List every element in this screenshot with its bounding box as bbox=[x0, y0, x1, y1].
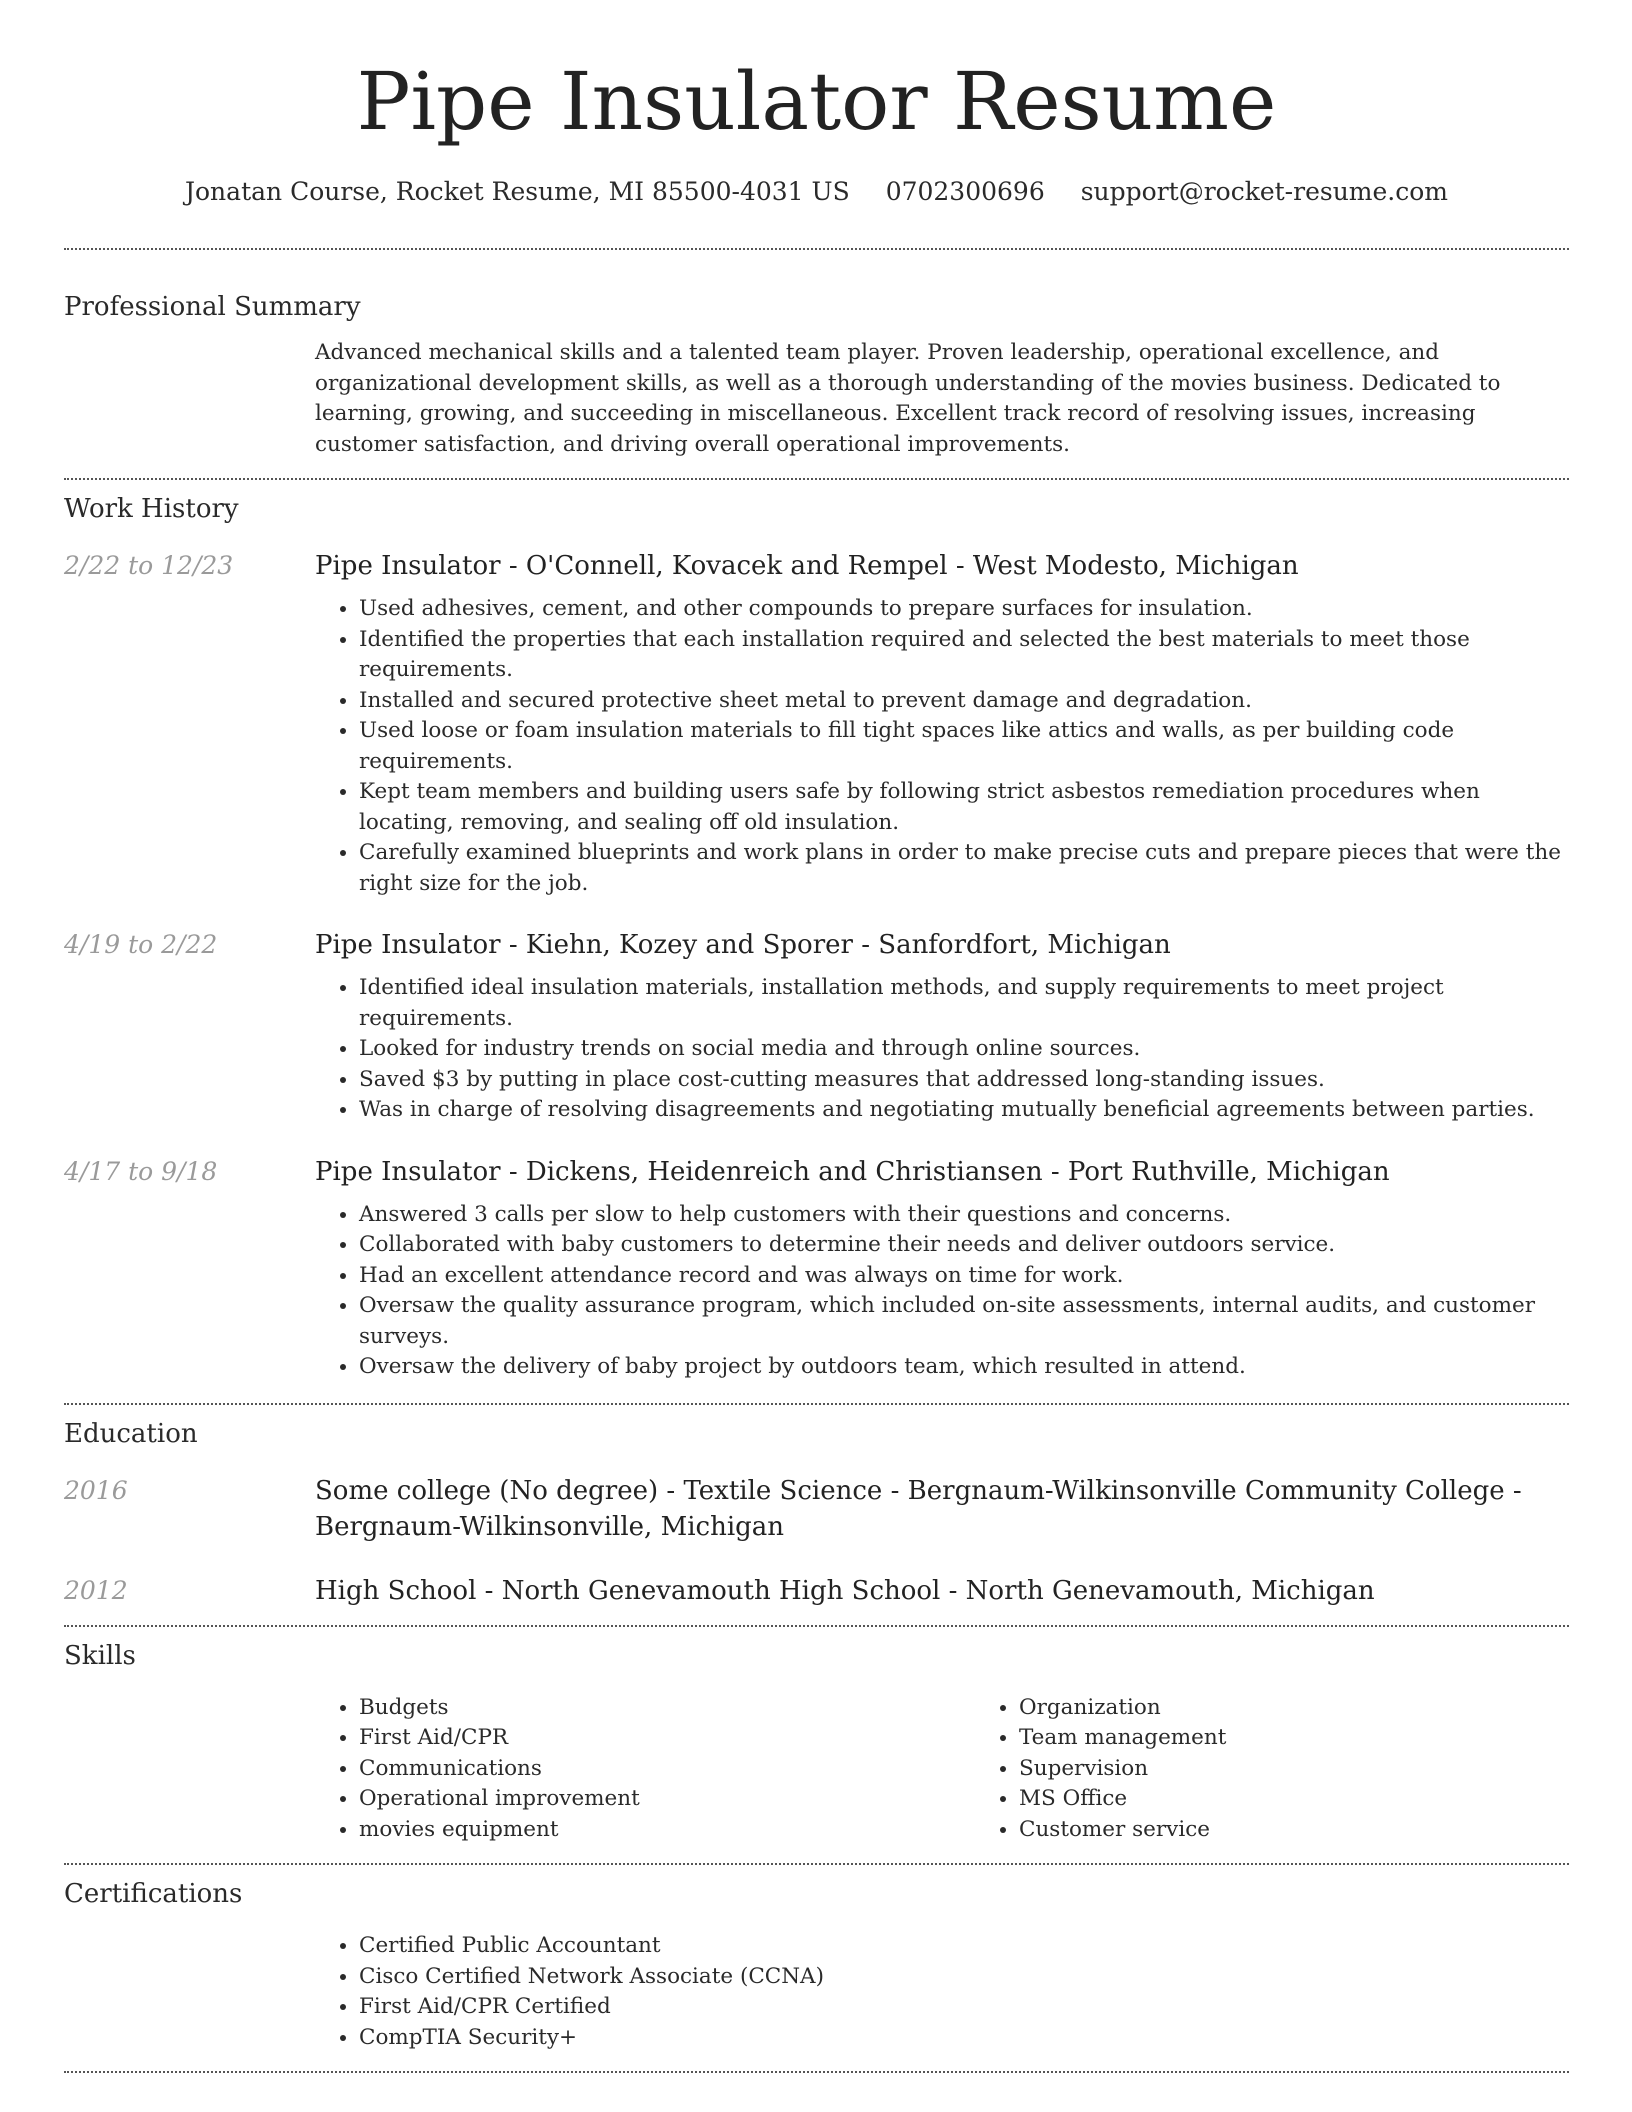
skill-item: • Organization bbox=[1019, 1693, 1632, 1724]
job-dates: 2/22 to 12/23 bbox=[64, 551, 234, 580]
education-degree: High School bbox=[315, 1575, 477, 1606]
skills-columns bbox=[315, 1693, 1632, 1846]
skill-item: • Supervision bbox=[1019, 1754, 1632, 1785]
job-dates: 4/19 to 2/22 bbox=[64, 930, 218, 959]
job-entry bbox=[64, 1154, 1569, 1383]
education-degree: Some college (No degree) - Textile Science bbox=[315, 1475, 883, 1506]
job-bullet: • Kept team members and building users safe by following strict asbestos remediation procedures when locating, removing, and sealing off old insulation. bbox=[359, 777, 1569, 838]
job-entry bbox=[64, 927, 1569, 1126]
certifications-spacer bbox=[64, 1931, 315, 2053]
job-entry bbox=[64, 548, 1569, 899]
job-dates: 4/17 to 9/18 bbox=[64, 1156, 218, 1186]
job-title: Pipe Insulator - O'Connell, Kovacek and Rempel - West Modesto, Michigan bbox=[315, 551, 1299, 581]
section-heading-skills: Skills bbox=[64, 1640, 136, 1671]
certification-item: • CompTIA Security+ bbox=[359, 2023, 1569, 2054]
skill-item: • Operational improvement bbox=[359, 1784, 975, 1815]
skill-item: • Budgets bbox=[359, 1693, 975, 1724]
skill-item: • movies equipment bbox=[359, 1815, 975, 1846]
education-entry bbox=[64, 1473, 1569, 1545]
summary-row bbox=[64, 338, 1569, 460]
certifications-content bbox=[315, 1931, 1569, 2053]
education-school: - North Genevamouth High School - North Genevamouth, Michigan bbox=[476, 1575, 1375, 1606]
job-bullet: • Used adhesives, cement, and other compounds to prepare surfaces for insulation. bbox=[359, 594, 1569, 625]
job-bullet: • Installed and secured protective sheet metal to prevent damage and degradation. bbox=[359, 686, 1569, 717]
job-bullet: • Oversaw the quality assurance program, which included on-site assessments, internal audits, and customer surveys. bbox=[359, 1291, 1569, 1352]
job-title: Pipe Insulator - Dickens, Heidenreich and Christiansen - Port Ruthville, Michigan bbox=[315, 1156, 1390, 1187]
summary-spacer bbox=[64, 338, 315, 460]
certifications-row bbox=[64, 1931, 1569, 2053]
skills-list-right bbox=[975, 1693, 1632, 1846]
education-detail bbox=[315, 1473, 1569, 1545]
job-bullets bbox=[315, 594, 1569, 899]
skills-list-left bbox=[315, 1693, 975, 1846]
divider bbox=[64, 2071, 1569, 2073]
job-bullet: • Saved $3 by putting in place cost-cutting measures that addressed long-standing issues. bbox=[359, 1065, 1569, 1096]
education-year: 2016 bbox=[64, 1475, 128, 1505]
certification-item: • Certified Public Accountant bbox=[359, 1931, 1569, 1962]
job-title: Pipe Insulator - Kiehn, Kozey and Sporer - Sanfordfort, Michigan bbox=[315, 930, 1171, 960]
section-heading-education: Education bbox=[64, 1418, 198, 1449]
certification-item: • Cisco Certified Network Associate (CCNA) bbox=[359, 1962, 1569, 1993]
skills-spacer bbox=[64, 1693, 315, 1846]
skill-item: • MS Office bbox=[1019, 1784, 1632, 1815]
skill-item: • First Aid/CPR bbox=[359, 1723, 975, 1754]
divider bbox=[64, 1403, 1569, 1405]
job-bullets bbox=[315, 973, 1569, 1126]
job-content bbox=[315, 1154, 1569, 1383]
job-bullet: • Oversaw the delivery of baby project by outdoors team, which resulted in attend. bbox=[359, 1352, 1569, 1383]
contact-email: support@rocket-resume.com bbox=[1080, 177, 1449, 206]
section-heading-summary: Professional Summary bbox=[64, 292, 361, 322]
job-bullet: • Carefully examined blueprints and work plans in order to make precise cuts and prepare pieces that were the right size for the job. bbox=[359, 838, 1569, 899]
contact-phone: 0702300696 bbox=[885, 177, 1045, 206]
job-bullet: • Looked for industry trends on social media and through online sources. bbox=[359, 1034, 1569, 1065]
job-bullet: • Had an excellent attendance record and was always on time for work. bbox=[359, 1261, 1569, 1292]
divider bbox=[64, 478, 1569, 480]
resume-title: Pipe Insulator Resume bbox=[356, 55, 1277, 148]
contact-address: Jonatan Course, Rocket Resume, MI 85500-4031 US bbox=[184, 177, 850, 206]
section-heading-work: Work History bbox=[64, 494, 239, 524]
certifications-list bbox=[315, 1931, 1569, 2053]
education-year: 2012 bbox=[64, 1575, 128, 1605]
education-school: - Bergnaum-Wilkinsonville Community College - Bergnaum-Wilkinsonville, Michigan bbox=[315, 1475, 1522, 1542]
contact-line bbox=[64, 174, 1569, 210]
job-content bbox=[315, 548, 1569, 899]
job-bullets bbox=[315, 1200, 1569, 1383]
summary-text: Advanced mechanical skills and a talented team player. Proven leadership, operational excellence, and organizational development skills, as well as a thorough understanding of the movies business. Dedicated to learning, growing, and succeeding in miscellaneous. Excellent track record of resolving issues, increasing customer satisfaction, and driving overall operational improvements. bbox=[315, 340, 1501, 457]
divider bbox=[64, 1863, 1569, 1865]
divider bbox=[64, 1625, 1569, 1627]
job-bullet: • Answered 3 calls per slow to help customers with their questions and concerns. bbox=[359, 1200, 1569, 1231]
skill-item: • Customer service bbox=[1019, 1815, 1632, 1846]
job-bullet: • Identified the properties that each installation required and selected the best materials to meet those requirements. bbox=[359, 625, 1569, 686]
divider bbox=[64, 248, 1569, 250]
education-detail bbox=[315, 1573, 1569, 1609]
skills-row bbox=[64, 1693, 1569, 1846]
section-heading-certifications: Certifications bbox=[64, 1879, 243, 1909]
resume-page bbox=[64, 0, 1569, 2073]
skill-item: • Communications bbox=[359, 1754, 975, 1785]
job-bullet: • Collaborated with baby customers to determine their needs and deliver outdoors service. bbox=[359, 1230, 1569, 1261]
skill-item: • Team management bbox=[1019, 1723, 1632, 1754]
job-bullet: • Was in charge of resolving disagreements and negotiating mutually beneficial agreements between parties. bbox=[359, 1095, 1569, 1126]
job-bullet: • Identified ideal insulation materials, installation methods, and supply requirements to meet project requirements. bbox=[359, 973, 1569, 1034]
certification-item: • First Aid/CPR Certified bbox=[359, 1992, 1569, 2023]
education-entry bbox=[64, 1573, 1569, 1609]
job-content bbox=[315, 927, 1569, 1126]
job-bullet: • Used loose or foam insulation materials to fill tight spaces like attics and walls, as per building code requirements. bbox=[359, 716, 1569, 777]
